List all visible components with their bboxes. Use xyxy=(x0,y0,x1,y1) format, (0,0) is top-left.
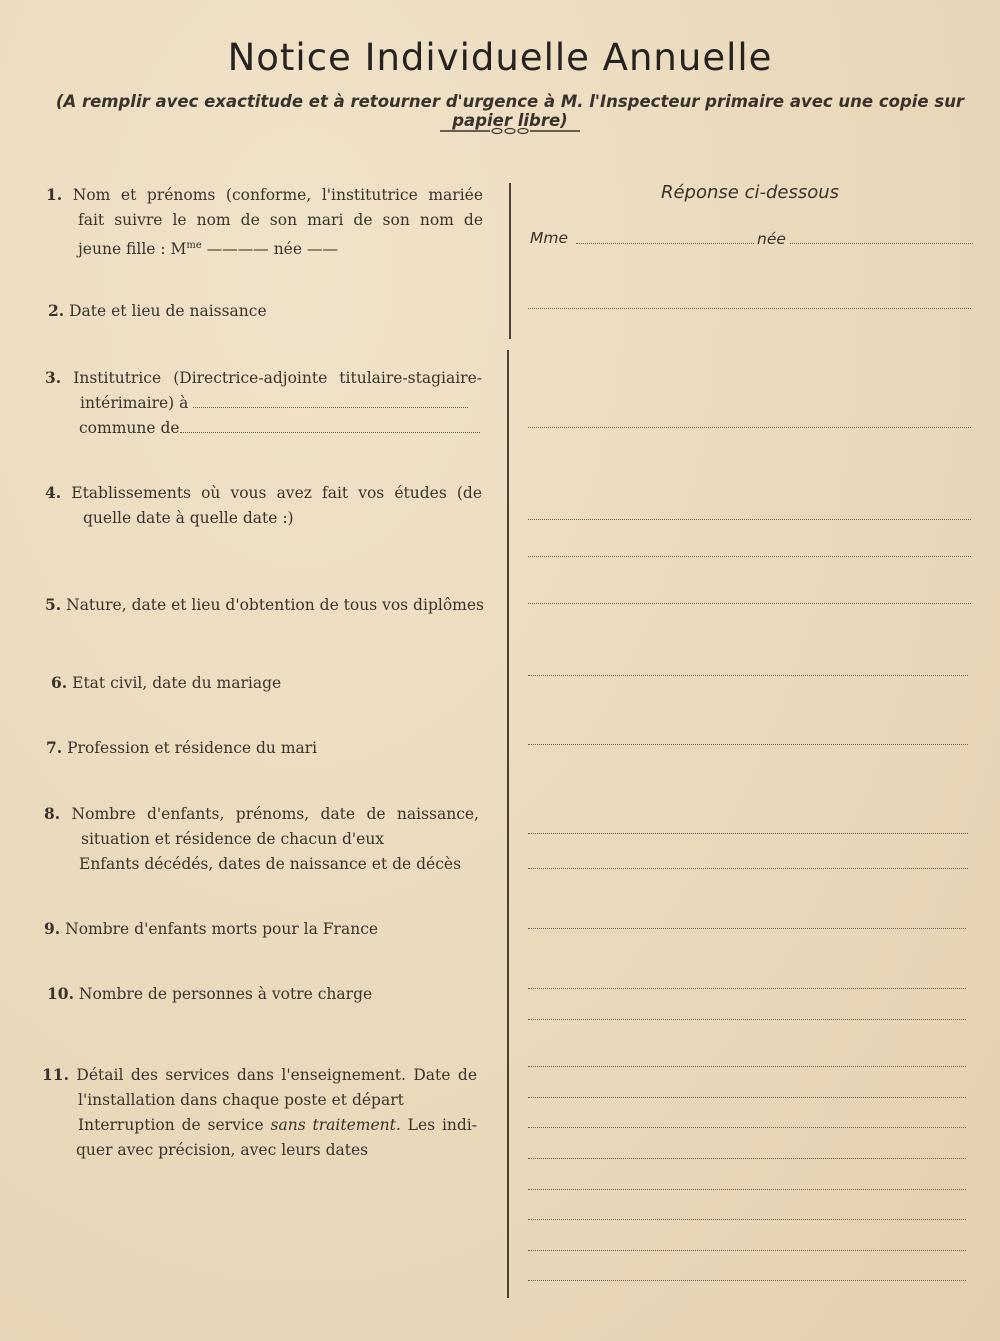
answer-line[interactable] xyxy=(528,556,971,557)
answer-line[interactable] xyxy=(528,1219,966,1220)
question-number: 6. xyxy=(51,673,68,692)
answer-line[interactable] xyxy=(528,833,968,834)
question-text: quelle date à quelle date :) xyxy=(83,509,294,527)
answer-line[interactable] xyxy=(528,675,968,676)
question-text: Nom et prénoms (conforme, l'institutrice mariée xyxy=(72,186,483,204)
fill-line[interactable] xyxy=(193,406,468,408)
answer-line[interactable] xyxy=(528,744,968,745)
answer-line[interactable] xyxy=(528,308,971,309)
column-divider-top xyxy=(509,183,511,339)
question-text: Institutrice (Directrice-adjointe titulaire-stagiaire- xyxy=(73,369,482,387)
answer-line[interactable] xyxy=(528,1097,966,1098)
question-number: 11. xyxy=(42,1065,69,1084)
question-1 xyxy=(46,182,483,262)
question-text: Interruption de service xyxy=(78,1116,264,1134)
question-number: 2. xyxy=(48,301,65,320)
question-text: commune de xyxy=(79,419,180,437)
question-text: Etablissements où vous avez fait vos études (de xyxy=(71,484,482,502)
mme-answer-line[interactable] xyxy=(576,243,754,244)
page-title: Notice Individuelle Annuelle xyxy=(227,36,773,79)
question-number: 7. xyxy=(46,738,63,757)
answer-line[interactable] xyxy=(528,1189,966,1190)
question-8 xyxy=(44,801,479,877)
question-text: l'installation dans chaque poste et départ xyxy=(78,1091,404,1109)
question-number: 3. xyxy=(45,368,62,387)
answer-line[interactable] xyxy=(528,1280,966,1281)
question-text: quer avec précision, avec leurs dates xyxy=(76,1141,369,1159)
answer-line[interactable] xyxy=(528,1158,966,1159)
question-3 xyxy=(45,365,482,441)
question-text: Nombre d'enfants morts pour la France xyxy=(65,920,379,938)
question-text: Profession et résidence du mari xyxy=(67,739,318,757)
response-heading: Réponse ci-dessous xyxy=(660,182,840,203)
ornament-divider xyxy=(440,126,580,136)
question-9 xyxy=(44,916,481,942)
question-text: ———— née —— xyxy=(206,240,338,259)
answer-line[interactable] xyxy=(528,1019,966,1020)
question-number: 5. xyxy=(45,595,62,614)
question-11 xyxy=(42,1062,477,1163)
question-4 xyxy=(45,480,482,531)
fill-line[interactable] xyxy=(180,431,480,433)
question-number: 1. xyxy=(46,185,63,204)
question-text: Nombre d'enfants, prénoms, date de naissance, xyxy=(71,805,479,823)
question-number: 9. xyxy=(44,919,61,938)
nee-answer-line[interactable] xyxy=(790,243,973,244)
question-text: jeune fille : M xyxy=(78,240,187,259)
answer-line[interactable] xyxy=(528,1127,966,1128)
question-number: 8. xyxy=(44,804,61,823)
question-text: Etat civil, date du mariage xyxy=(72,674,282,692)
question-10 xyxy=(47,981,484,1007)
answer-line[interactable] xyxy=(528,427,971,428)
question-7 xyxy=(46,735,483,761)
question-text: me xyxy=(186,240,202,251)
question-text: Les indi- xyxy=(407,1116,477,1134)
question-2 xyxy=(48,298,485,324)
question-number: 4. xyxy=(45,483,62,502)
answer-line[interactable] xyxy=(528,1250,966,1251)
answer-line[interactable] xyxy=(528,988,966,989)
question-text: Nombre de personnes à votre charge xyxy=(78,985,373,1003)
answer-line[interactable] xyxy=(528,1066,966,1067)
nee-label: née xyxy=(757,230,786,248)
mme-label: Mme xyxy=(530,229,569,247)
answer-line[interactable] xyxy=(528,868,968,869)
question-text: Détail des services dans l'enseignement. Date de xyxy=(76,1066,477,1084)
question-text: intérimaire) à xyxy=(80,394,189,412)
question-text: Enfants décédés, dates de naissance et de décès xyxy=(79,855,462,873)
question-number: 10. xyxy=(47,984,74,1003)
answer-line[interactable] xyxy=(528,603,971,604)
question-text: Nature, date et lieu d'obtention de tous vos diplômes xyxy=(66,596,484,614)
answer-line[interactable] xyxy=(528,519,971,520)
question-text: situation et résidence de chacun d'eux xyxy=(81,830,385,848)
question-text: fait suivre le nom de son mari de son nom de xyxy=(78,211,483,229)
question-text: Date et lieu de naissance xyxy=(69,302,267,320)
question-6 xyxy=(51,670,488,696)
instructions-subtitle: (A remplir avec exactitude et à retourner d'urgence à M. l'Inspecteur primaire avec une copie sur papier libre) xyxy=(55,92,965,130)
answer-line[interactable] xyxy=(528,928,966,929)
column-divider-bottom xyxy=(507,350,509,1298)
question-5 xyxy=(45,592,485,618)
question-text: sans traitement. xyxy=(270,1116,401,1134)
